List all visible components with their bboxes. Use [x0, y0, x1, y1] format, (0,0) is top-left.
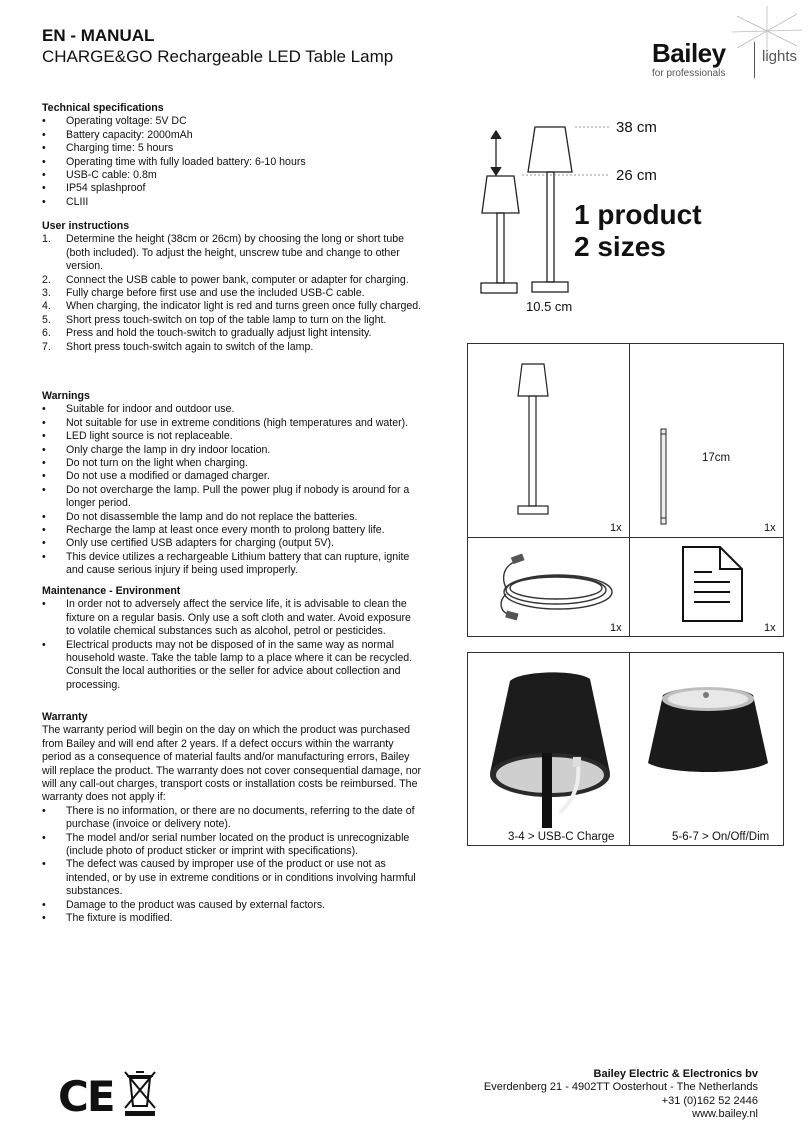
warnings-list — [42, 403, 422, 577]
spec-item — [42, 196, 422, 209]
specs-list — [42, 115, 422, 209]
warning-item-text: Suitable for indoor and outdoor use. — [66, 403, 235, 416]
bullet-icon: • — [42, 115, 46, 128]
spec-item-text: Operating voltage: 5V DC — [66, 115, 187, 128]
photo-caption-charge: 3-4 > USB-C Charge — [508, 831, 615, 843]
instruction-item — [42, 314, 422, 327]
bullet-icon: • — [42, 169, 46, 182]
logo-tagline: for professionals — [652, 68, 726, 79]
spec-item — [42, 156, 422, 169]
spec-item — [42, 142, 422, 155]
product-title: CHARGE&GO Rechargeable LED Table Lamp — [42, 47, 394, 66]
photo-grid — [467, 652, 784, 846]
warranty-item — [42, 858, 422, 898]
bullet-icon: • — [42, 638, 46, 651]
weee-bin-icon — [122, 1068, 158, 1118]
warning-item-text: Not suitable for use in extreme conditions (high temperatures and water). — [66, 416, 409, 429]
tall-size-label: 38 cm — [616, 119, 657, 136]
company-website[interactable]: www.bailey.nl — [692, 1108, 758, 1121]
bullet-icon: • — [42, 550, 46, 563]
bullet-icon: • — [42, 912, 46, 925]
instruction-item — [42, 300, 422, 313]
spec-item-text: CLIII — [66, 195, 89, 208]
spec-item — [42, 115, 422, 128]
warning-item-text: This device utilizes a rechargeable Lithium battery that can rupture, ignite and cause serious injury if being used improperly. — [66, 550, 410, 577]
warning-item — [42, 444, 422, 457]
maintenance-item — [42, 598, 422, 638]
warning-item-text: Do not disassemble the lamp and do not replace the batteries. — [66, 510, 358, 523]
bullet-icon: • — [42, 510, 46, 523]
photo-divider-v — [629, 653, 630, 845]
warning-item-text: LED light source is not replaceable. — [66, 430, 233, 443]
short-size-label: 26 cm — [616, 167, 657, 184]
instructions-list — [42, 233, 422, 354]
warranty-item-text: The fixture is modified. — [66, 912, 173, 925]
warranty-item-text: The defect was caused by improper use of the product or use not as intended, or by use in extreme conditions or in conditions involving harmful substances. — [66, 858, 416, 898]
spec-item-text: Operating time with fully loaded battery: 6-10 hours — [66, 155, 306, 168]
logo-brand: Bailey — [652, 38, 726, 68]
bullet-icon: • — [42, 537, 46, 550]
warning-item — [42, 524, 422, 537]
warranty-heading: Warranty — [42, 711, 88, 723]
logo-divider — [754, 42, 755, 78]
instruction-text: Connect the USB cable to power bank, computer or adapter for charging. — [66, 273, 409, 286]
instruction-text: Determine the height (38cm or 26cm) by choosing the long or short tube (both included). To adjust the height, unscrew tube and change to other version. — [66, 233, 405, 273]
instructions-section — [42, 220, 422, 354]
bullet-icon: • — [42, 403, 46, 416]
bullet-icon: • — [42, 443, 46, 456]
manual-title: EN - MANUAL — [42, 26, 155, 45]
bullet-icon: • — [42, 858, 46, 871]
company-footer — [484, 1068, 758, 1122]
spec-item-text: USB-C cable: 0.8m — [66, 169, 157, 182]
contents-grid — [467, 343, 784, 637]
bullet-icon: • — [42, 804, 46, 817]
warning-item-text: Do not overcharge the lamp. Pull the power plug if nobody is around for a longer period. — [66, 483, 410, 510]
warranty-item — [42, 832, 422, 859]
instruction-number: 2. — [42, 273, 51, 286]
instruction-number: 7. — [42, 340, 51, 353]
warranty-item-text: The model and/or serial number located on the product is unrecognizable (include photo of product sticker or imprint with specifications). — [66, 831, 410, 858]
instruction-number: 4. — [42, 300, 51, 313]
warning-item — [42, 484, 422, 511]
one-product-label: 1 product — [574, 199, 702, 230]
warranty-item-text: Damage to the product was caused by external factors. — [66, 898, 326, 911]
maintenance-item-text: In order not to adversely affect the service life, it is advisable to clean the fixture on a regular basis. Only use a soft cloth and water. Avoid exposure to volatile chemical substances such as alcohol, petrol or pesticides. — [66, 598, 411, 638]
manual-document-icon — [680, 544, 746, 624]
bullet-icon: • — [42, 128, 46, 141]
maintenance-item — [42, 639, 422, 693]
bullet-icon: • — [42, 457, 46, 470]
instruction-number: 6. — [42, 327, 51, 340]
bullet-icon: • — [42, 416, 46, 429]
sizes-illustration — [470, 115, 790, 325]
logo-suffix: lights — [762, 48, 798, 65]
bullet-icon: • — [42, 483, 46, 496]
spec-item-text: Charging time: 5 hours — [66, 142, 174, 155]
company-name: Bailey Electric & Electronics bv — [593, 1068, 758, 1080]
instruction-item — [42, 233, 422, 273]
instruction-item — [42, 274, 422, 287]
company-address: Everdenberg 21 - 4902TT Oosterhout - The Netherlands — [483, 1081, 758, 1094]
photo-caption-switch: 5-6-7 > On/Off/Dim — [672, 831, 770, 843]
warning-item — [42, 403, 422, 416]
instruction-item — [42, 341, 422, 354]
maintenance-section — [42, 585, 422, 692]
bullet-icon: • — [42, 142, 46, 155]
qty-lamp: 1x — [610, 522, 622, 534]
usb-cable-icon — [486, 552, 616, 622]
qty-manual: 1x — [764, 622, 776, 634]
maintenance-list — [42, 598, 422, 692]
warning-item — [42, 457, 422, 470]
warranty-list — [42, 805, 422, 926]
instruction-number: 3. — [42, 287, 51, 300]
ce-mark: CE — [58, 1072, 114, 1121]
tube-length-label: 17cm — [702, 452, 731, 464]
instruction-item — [42, 287, 422, 300]
spec-item — [42, 129, 422, 142]
warning-item-text: Only use certified USB adapters for charging (output 5V). — [66, 537, 334, 550]
warning-item-text: Recharge the lamp at least once every month to prolong battery life. — [66, 524, 385, 537]
specs-section — [42, 102, 422, 209]
lamp-icon — [508, 362, 558, 522]
tube-icon — [658, 424, 672, 534]
warranty-item-text: There is no information, or there are no documents, referring to the date of purchase (invoice or delivery note). — [66, 804, 415, 831]
spec-item — [42, 182, 422, 195]
warnings-section — [42, 390, 422, 578]
instructions-heading: User instructions — [42, 220, 130, 232]
warranty-item — [42, 899, 422, 912]
bullet-icon: • — [42, 470, 46, 483]
warranty-item — [42, 912, 422, 925]
touch-switch-photo — [638, 675, 778, 785]
instruction-text: When charging, the indicator light is red and turns green once fully charged. — [66, 300, 422, 313]
two-sizes-label: 2 sizes — [574, 231, 666, 262]
instruction-text: Short press touch-switch again to switch of the lamp. — [66, 340, 314, 353]
spec-item-text: IP54 splashproof — [66, 182, 146, 195]
instruction-number: 1. — [42, 233, 51, 246]
bullet-icon: • — [42, 430, 46, 443]
maintenance-item-text: Electrical products may not be disposed of in the same way as normal household waste. Take the table lamp to a place where it can be recycled. Consult the local authorities or the seller for advice about collection and processing. — [66, 638, 413, 691]
warning-item — [42, 511, 422, 524]
bullet-icon: • — [42, 182, 46, 195]
specs-heading: Technical specifications — [42, 102, 164, 114]
bailey-logo — [652, 38, 802, 82]
maintenance-heading: Maintenance - Environment — [42, 585, 181, 597]
qty-cable: 1x — [610, 622, 622, 634]
instruction-text: Fully charge before first use and use the included USB-C cable. — [66, 287, 365, 300]
grid-divider-h — [468, 537, 783, 538]
bullet-icon: • — [42, 831, 46, 844]
usb-c-charge-photo — [480, 663, 620, 828]
instruction-number: 5. — [42, 313, 51, 326]
bullet-icon: • — [42, 898, 46, 911]
instruction-item — [42, 327, 422, 340]
qty-tube: 1x — [764, 522, 776, 534]
bullet-icon: • — [42, 524, 46, 537]
width-label: 10.5 cm — [526, 299, 573, 314]
instruction-text: Press and hold the touch-switch to gradually adjust light intensity. — [66, 327, 372, 340]
spec-item — [42, 169, 422, 182]
warning-item-text: Only charge the lamp in dry indoor location. — [66, 443, 271, 456]
warning-item — [42, 470, 422, 483]
warranty-intro: The warranty period will begin on the day on which the product was purchased from Bailey and will end after 2 years. If a defect occurs within the warranty period as a consequence of material faults and/or manufacturing errors, Bailey will replace the product. The warranty does not cover consequential damage, nor will any call-out charges, transport costs or installation costs be reimbursed. The warranty does not apply if: — [42, 724, 422, 804]
spec-item-text: Battery capacity: 2000mAh — [66, 128, 193, 141]
warning-item — [42, 551, 422, 578]
warning-item — [42, 417, 422, 430]
bullet-icon: • — [42, 598, 46, 611]
warranty-item — [42, 805, 422, 832]
grid-divider-v — [629, 344, 630, 636]
warning-item — [42, 537, 422, 550]
instruction-text: Short press touch-switch on top of the table lamp to turn on the light. — [66, 313, 387, 326]
warning-item-text: Do not turn on the light when charging. — [66, 457, 248, 470]
warranty-section — [42, 711, 422, 926]
warning-item — [42, 430, 422, 443]
bullet-icon: • — [42, 155, 46, 168]
warning-item-text: Do not use a modified or damaged charger. — [66, 470, 270, 483]
bullet-icon: • — [42, 195, 46, 208]
company-phone: +31 (0)162 52 2446 — [661, 1094, 758, 1107]
warnings-heading: Warnings — [42, 390, 90, 402]
